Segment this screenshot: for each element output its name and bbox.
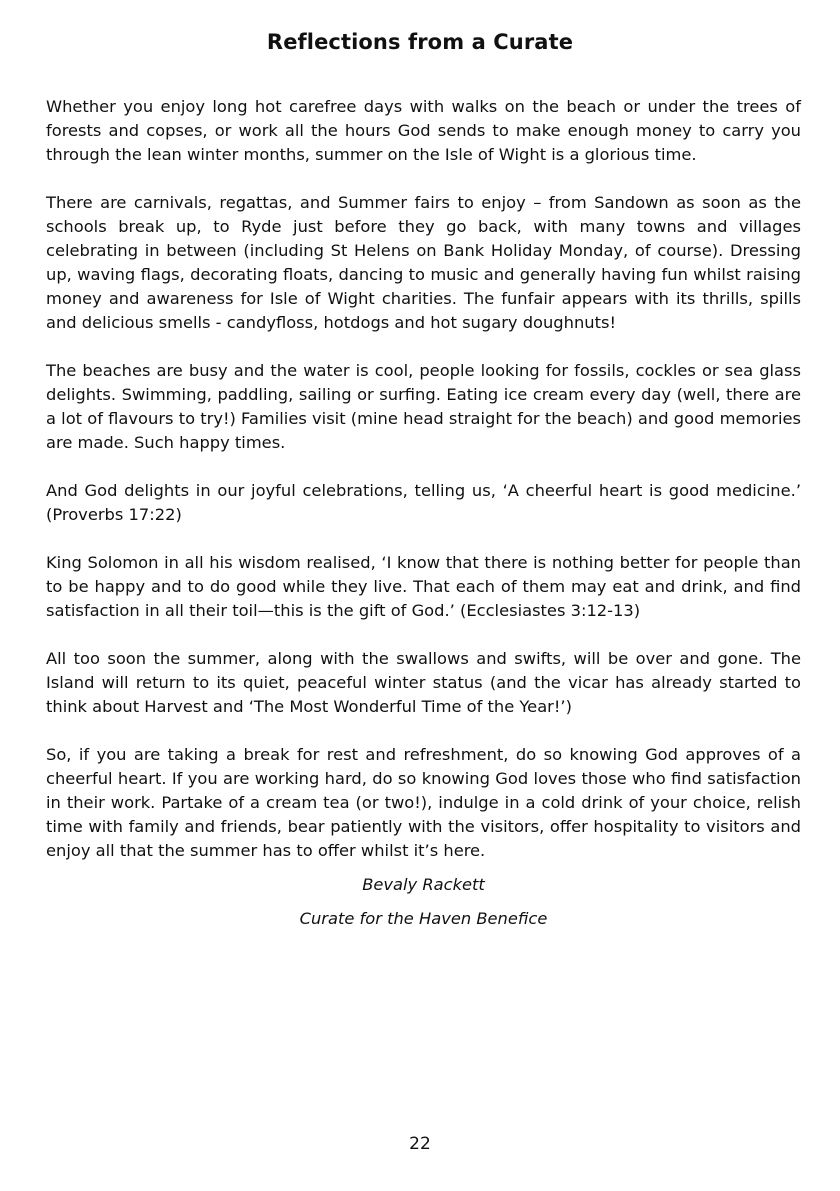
author-name: Bevaly Rackett — [362, 875, 485, 894]
article-title: Reflections from a Curate — [266, 30, 574, 54]
paragraph-1: Whether you enjoy long hot carefree days with walks on the beach or under the trees of forests and copses, or work all the hours God sends to make enough money to carry you through the lean winter months, summer on the Isle of Wight is a glorious time. — [46, 97, 801, 164]
article-body — [46, 95, 801, 941]
paragraph-7: So, if you are taking a break for rest and refreshment, do so knowing God approves of a cheerful heart. If you are working hard, do so knowing God loves those who find satisfaction in their work. Partake of a cream tea (or two!), indulge in a cold drink of your choice, relish time with family and friends, bear patiently with the visitors, offer hospitality to visitors and enjoy all that the summer has to offer whilst it’s here. — [46, 745, 801, 860]
paragraph-6: All too soon the summer, along with the swallows and swifts, will be over and gone. The Island will return to its quiet, peaceful winter status (and the vicar has already started to think about Harvest and ‘The Most Wonderful Time of the Year!’) — [46, 649, 801, 716]
page-number: 22 — [409, 1134, 431, 1154]
paragraph-2: There are carnivals, regattas, and Summer fairs to enjoy – from Sandown as soon as the schools break up, to Ryde just before they go back, with many towns and villages celebrating in between (including St Helens on Bank Holiday Monday, of course). Dressing up, waving flags, decorating floats, dancing to music and generally having fun whilst raising money and awareness for Isle of Wight charities. The funfair appears with its thrills, spills and delicious smells - candyfloss, hotdogs and hot sugary doughnuts! — [46, 193, 801, 332]
author-role: Curate for the Haven Benefice — [299, 909, 548, 928]
paragraph-5: King Solomon in all his wisdom realised, ‘I know that there is nothing better for people than to be happy and to do good while they live. That each of them may eat and drink, and find satisfaction in all their toil—this is the gift of God.’ (Ecclesiastes 3:12-13) — [46, 553, 801, 620]
paragraph-3: The beaches are busy and the water is cool, people looking for fossils, cockles or sea glass delights. Swimming, paddling, sailing or surfing. Eating ice cream every day (well, there are a lot of flavours to try!) Families visit (mine head straight for the beach) and good memories are made. Such happy times. — [46, 361, 801, 452]
paragraph-4: And God delights in our joyful celebrations, telling us, ‘A cheerful heart is good medicine.’ (Proverbs 17:22) — [46, 481, 801, 524]
